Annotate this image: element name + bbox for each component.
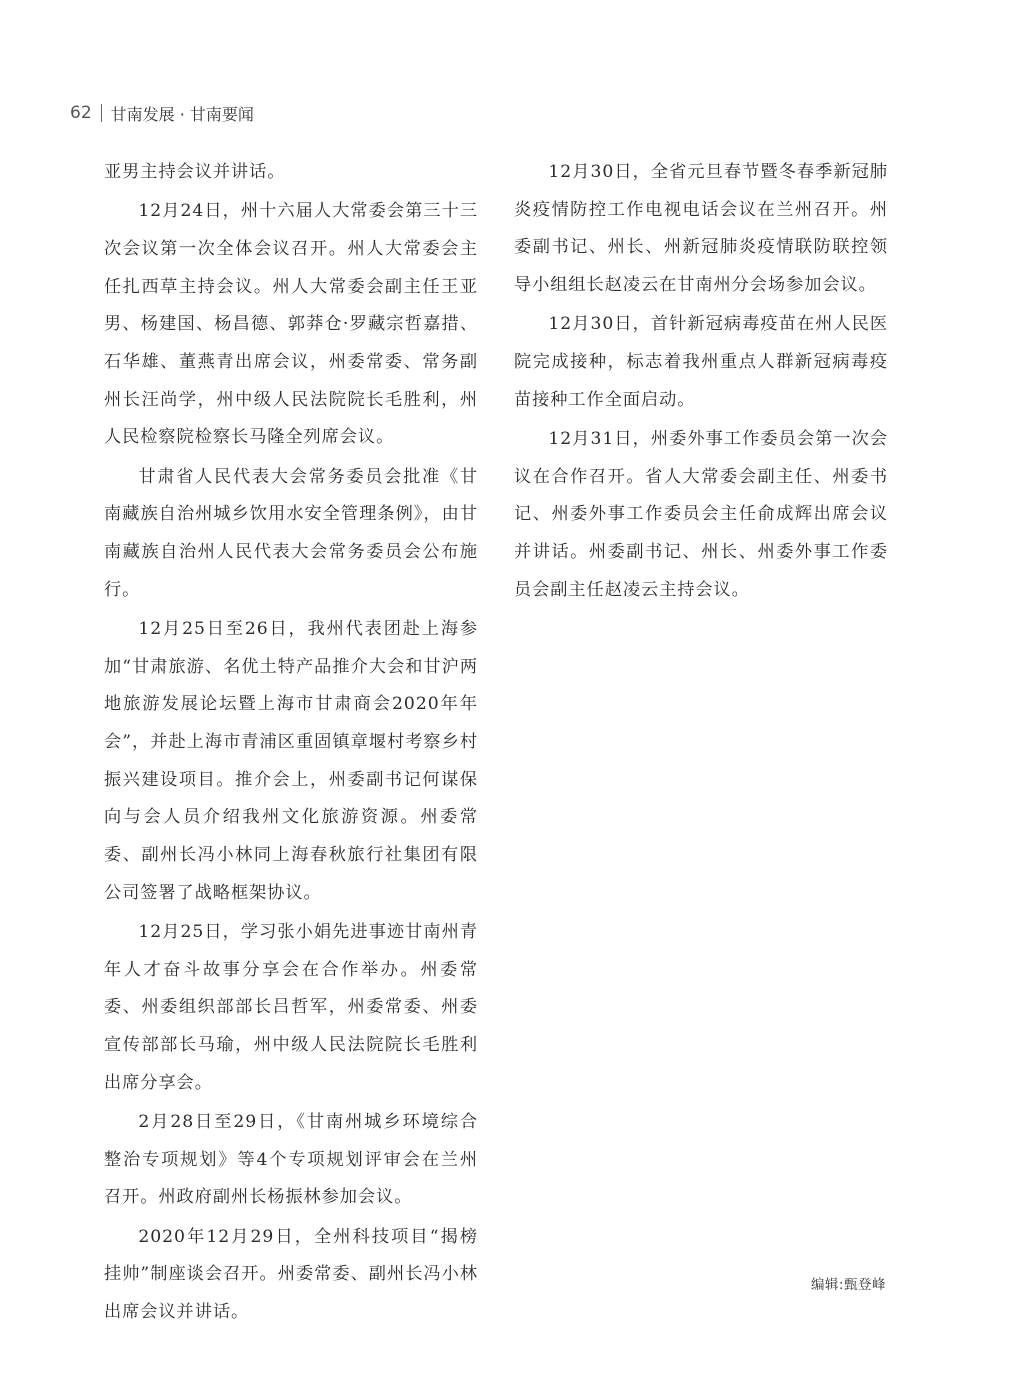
- paragraph: 2月28日至29日，《甘南州城乡环境综合整治专项规划》等4个专项规划评审会在兰州召开。州政府副州长杨振林参加会议。: [104, 1112, 478, 1208]
- header-divider: [101, 104, 102, 122]
- left-column: [104, 154, 478, 1333]
- page-number: 62: [70, 103, 92, 123]
- paragraph: 2020年12月29日，全州科技项目“揭榜挂帅”制座谈会召开。州委常委、副州长冯小林出席会议并讲话。: [104, 1226, 478, 1323]
- section-title: 甘南发展 · 甘南要闻: [110, 104, 254, 124]
- paragraph: 12月24日，州十六届人大常委会第三十三次会议第一次全体会议召开。州人大常委会主任扎西草主持会议。州人大常委会副主任王亚男、杨建国、杨昌德、郭莽仓·罗藏宗哲嘉措、石华雄、董燕青出席会议，州委常委、常务副州长汪尚学，州中级人民法院院长毛胜利，州人民检察院检察长马隆全列席会议。: [104, 201, 478, 448]
- paragraph: 12月30日，首针新冠病毒疫苗在州人民医院完成接种，标志着我州重点人群新冠病毒疫苗接种工作全面启动。: [514, 314, 888, 410]
- right-column: [514, 154, 888, 611]
- paragraph: 12月30日，全省元旦春节暨冬春季新冠肺炎疫情防控工作电视电话会议在兰州召开。州委副书记、州长、州新冠肺炎疫情联防联控领导小组组长赵凌云在甘南州分会场参加会议。: [514, 162, 888, 296]
- paragraph: 12月25日至26日，我州代表团赴上海参加“甘肃旅游、名优土特产品推介大会和甘沪两地旅游发展论坛暨上海市甘肃商会2020年年会”，并赴上海市青浦区重固镇章堰村考察乡村振兴建设项目。推介会上，州委副书记何谋保向与会人员介绍我州文化旅游资源。州委常委、副州长冯小林同上海春秋旅行社集团有限公司签署了战略框架协议。: [104, 618, 478, 903]
- paragraph: 12月25日，学习张小娟先进事迹甘南州青年人才奋斗故事分享会在合作举办。州委常委、州委组织部部长吕哲军，州委常委、州委宣传部部长马瑜，州中级人民法院院长毛胜利出席分享会。: [104, 922, 478, 1093]
- paragraph: 亚男主持会议并讲话。: [104, 162, 286, 182]
- paragraph: 甘肃省人民代表大会常务委员会批准《甘南藏族自治州城乡饮用水安全管理条例》，由甘南藏族自治州人民代表大会常务委员会公布施行。: [104, 466, 478, 600]
- editor-credit: 编辑:甄登峰: [810, 1277, 886, 1293]
- paragraph: 12月31日，州委外事工作委员会第一次会议在合作召开。省人大常委会副主任、州委书记、州委外事工作委员会主任俞成辉出席会议并讲话。州委副书记、州长、州委外事工作委员会副主任赵凌云主持会议。: [514, 428, 888, 600]
- page-header: [70, 100, 254, 126]
